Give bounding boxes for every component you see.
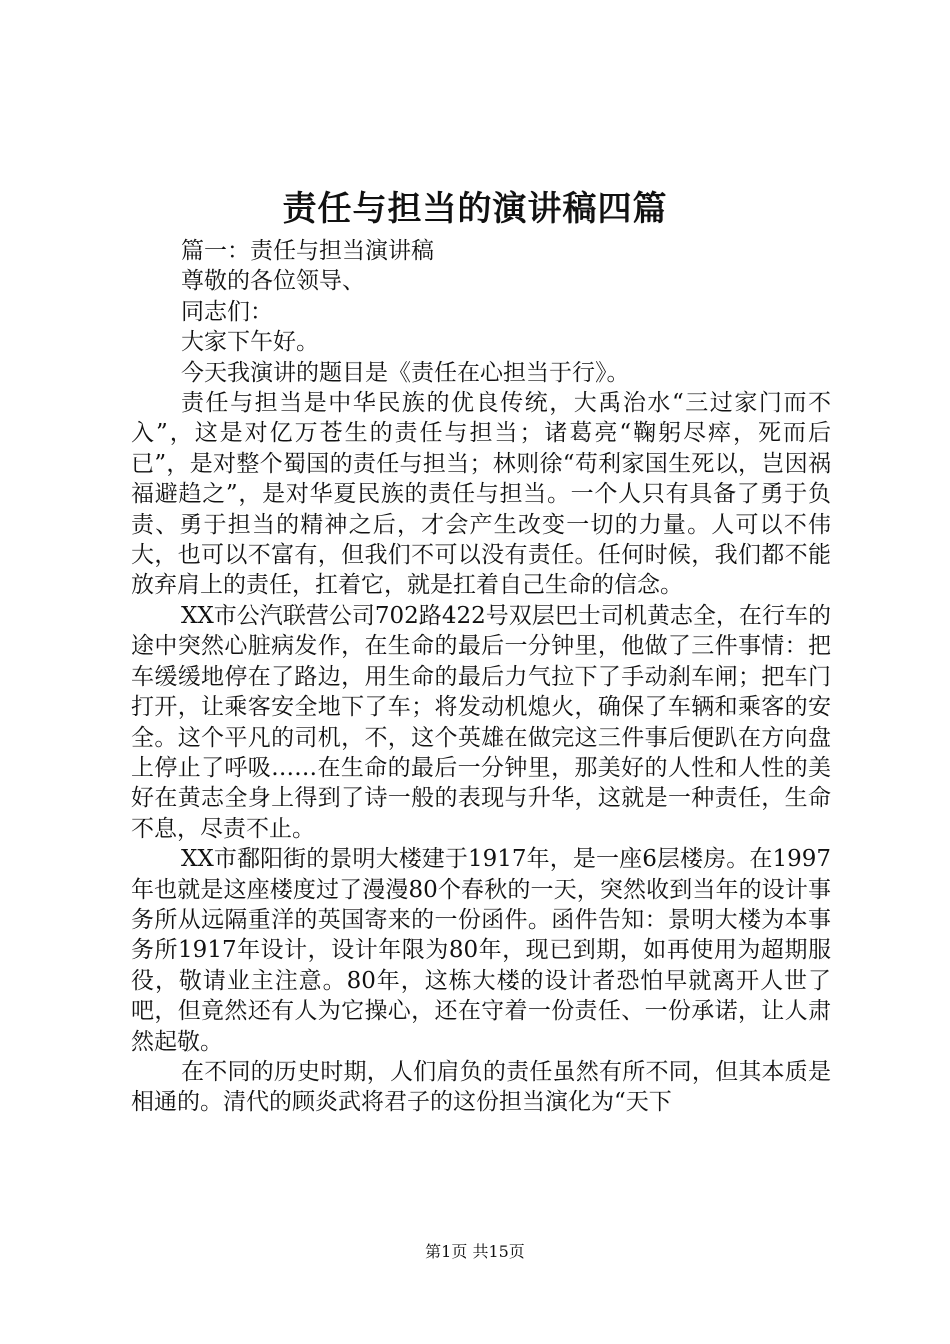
paragraph: XX市鄱阳街的景明大楼建于1917年，是一座6层楼房。在1997年也就是这座楼度过了漫漫80个春秋的一天，突然收到当年的设计事务所从远隔重洋的英国寄来的一份函件。函件告知：景明大楼为本事务所1917年设计，设计年限为80年，现已到期，如再使用为超期服役，敬请业主注意。80年，这栋大楼的设计者恐怕早就离开人世了吧，但竟然还有人为它操心，还在守着一份责任、一份承诺，让人肃然起敬。 — [131, 846, 831, 1055]
paragraph: 同志们： — [181, 298, 273, 325]
document-body — [131, 236, 831, 1118]
document-title: 责任与担当的演讲稿四篇 — [282, 189, 668, 229]
paragraph: 大家下午好。 — [181, 329, 319, 356]
paragraph: 责任与担当是中华民族的优良传统，大禹治水“三过家门而不入”，这是对亿万苍生的责任与担当；诸葛亮“鞠躬尽瘁，死而后已”，是对整个蜀国的责任与担当；林则徐“苟利家国生死以，岂因祸福避趋之”，是对华夏民族的责任与担当。一个人只有具备了勇于负责、勇于担当的精神之后，才会产生改变一切的力量。人可以不伟大，也可以不富有，但我们不可以没有责任。任何时候，我们都不能放弃肩上的责任，扛着它，就是扛着自己生命的信念。 — [131, 390, 831, 599]
page-footer: 第1页 共15页 — [425, 1242, 525, 1261]
paragraph: XX市公汽联营公司702路422号双层巴士司机黄志全，在行车的途中突然心脏病发作，在生命的最后一分钟里，他做了三件事情：把车缓缓地停在了路边，用生命的最后力气拉下了手动刹车闸；把车门打开，让乘客安全地下了车；将发动机熄火，确保了车辆和乘客的安全。这个平凡的司机，不，这个英雄在做完这三件事后便趴在方向盘上停止了呼吸……在生命的最后一分钟里，那美好的人性和人性的美好在黄志全身上得到了诗一般的表现与升华，这就是一种责任，生命不息，尽责不止。 — [131, 602, 831, 842]
paragraph: 尊敬的各位领导、 — [181, 268, 365, 295]
paragraph: 今天我演讲的题目是《责任在心担当于行》。 — [181, 359, 630, 386]
paragraph: 在不同的历史时期，人们肩负的责任虽然有所不同，但其本质是相通的。清代的顾炎武将君子的这份担当演化为“天下 — [131, 1058, 831, 1116]
paragraph: 篇一：责任与担当演讲稿 — [181, 238, 434, 264]
